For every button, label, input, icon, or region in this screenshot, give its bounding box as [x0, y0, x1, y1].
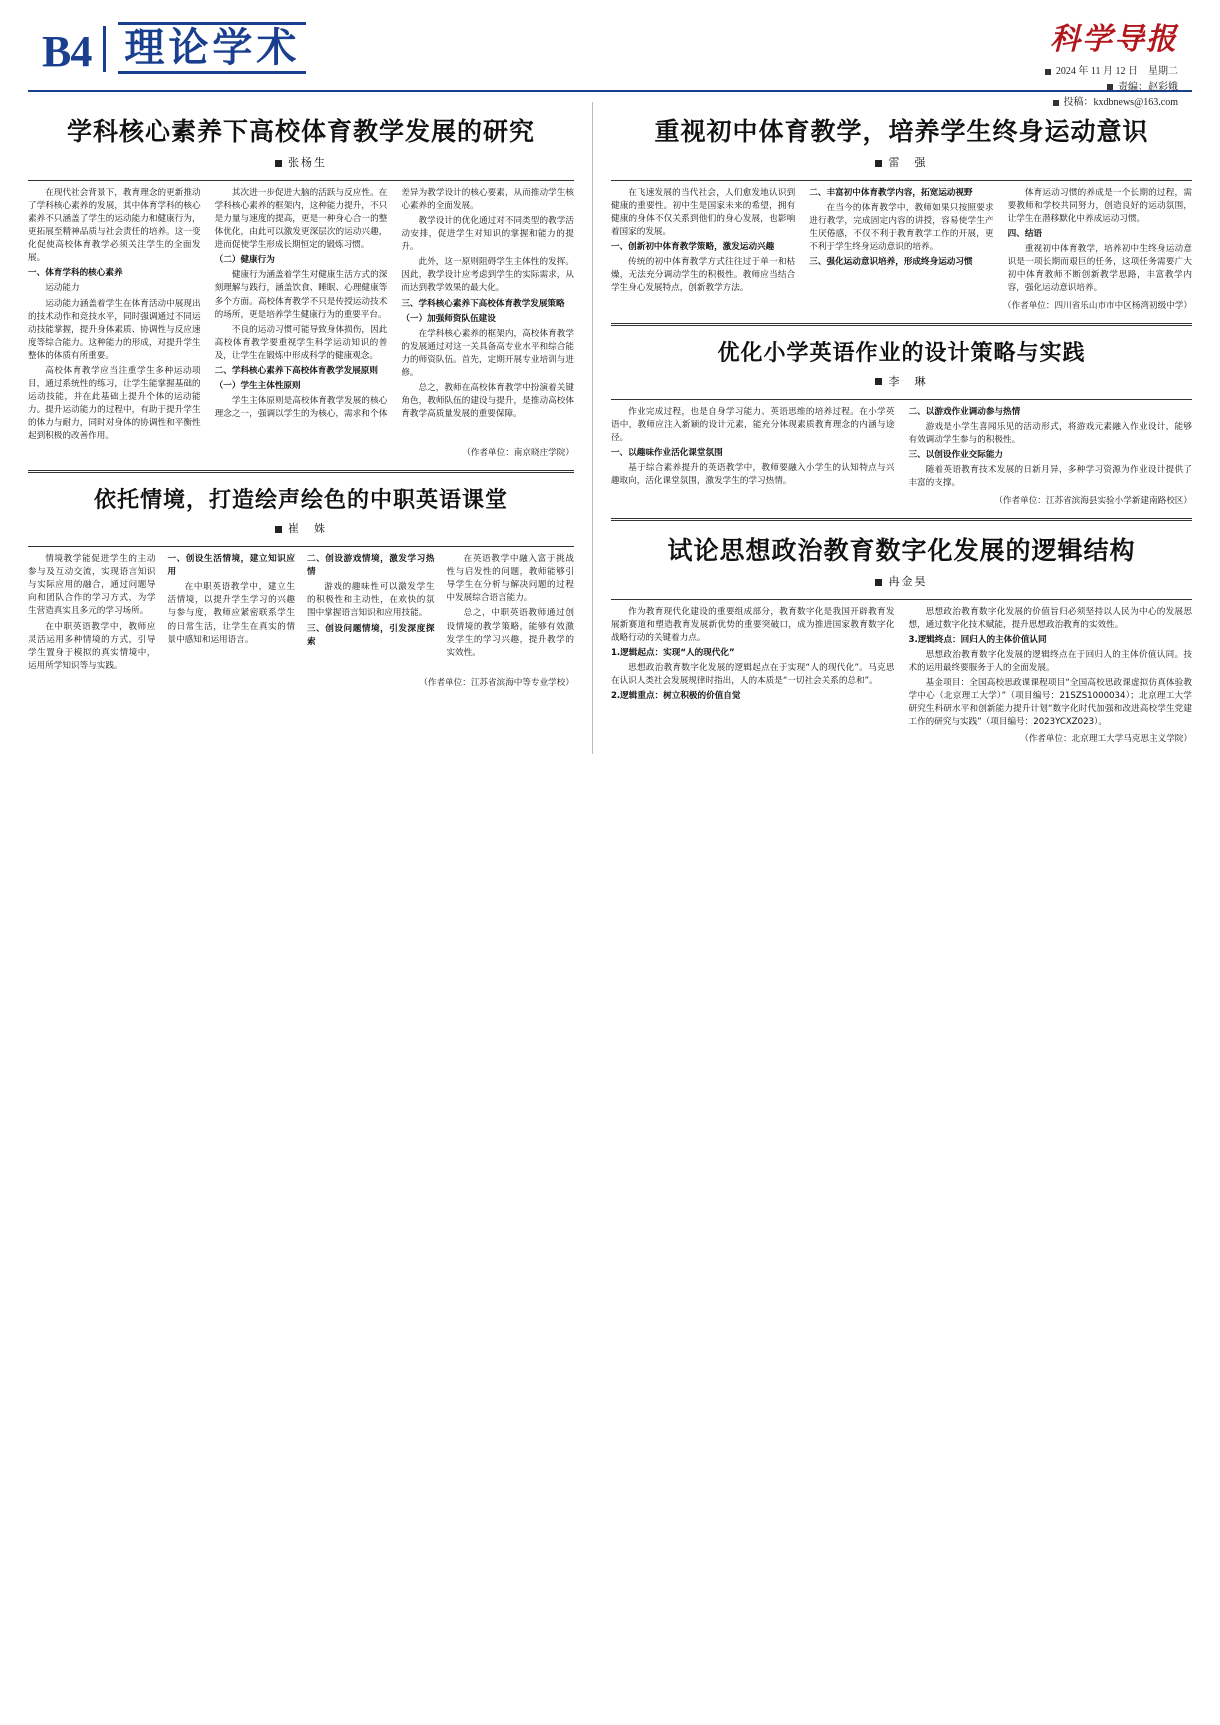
- subheading: （一）学生主体性原则: [214, 380, 301, 391]
- subheading: （一）加强师资队伍建设: [401, 313, 496, 324]
- masthead: [28, 0, 1192, 108]
- paragraph: 在现代社会背景下，教育理念的更新推动了学科核心素养的发展，其中体育学科的核心素养不只涵盖了学生的运动能力和健康行为，更拓展至精神品质与社会责任的培养。这一变化促使高校体育教学必须关注学生的全面发展。: [28, 188, 201, 264]
- article-4-byline: [611, 373, 1192, 389]
- paragraph: 重视初中体育教学，培养初中生终身运动意识是一项长期而艰巨的任务，这项任务需要广大初中体育教师不断创新教学思路，丰富教学内容，强化运动意识培养。: [1007, 244, 1192, 294]
- right-column: [611, 102, 1192, 754]
- subheading: 3.逻辑终点：回归人的主体价值认同: [908, 635, 1047, 645]
- paragraph: 作业完成过程，也是自身学习能力、英语思维的培养过程。在小学英语中，教师应注入新颖的设计元素，能充分体现素质教育理念的内涵与途径。: [610, 406, 895, 443]
- article-divider: [611, 518, 1192, 521]
- article-4-title: 优化小学英语作业的设计策略与实践: [717, 339, 1086, 366]
- issue-date: 2024 年 11 月 12 日 星期二: [1055, 66, 1178, 77]
- byline-mark-icon: [275, 526, 282, 533]
- article-2-byline: [28, 520, 574, 536]
- article-2-author: 崔 姝: [287, 523, 327, 536]
- paragraph: 传统的初中体育教学方式往往过于单一和枯燥，无法充分调动学生的积极性。教师应当结合学生身心发展特点，创新教学方法。: [610, 257, 796, 294]
- article-3-body: [611, 187, 1192, 296]
- article-5-body: [611, 606, 1192, 730]
- paragraph: 思想政治教育数字化发展的逻辑终点在于回归人的主体价值认同。技术的运用最终要服务于人的全面发展。: [908, 650, 1192, 674]
- paragraph: 在当今的体育教学中，教师如果只按照要求进行教学，完成固定内容的讲授，容易使学生产生厌倦感，不仅不利于教育教学工作的开展，更不利于学生终身运动意识的培养。: [809, 203, 994, 253]
- column-divider: [592, 102, 593, 754]
- article-3-author: 雷 强: [888, 157, 928, 169]
- paragraph: 在中职英语教学中，教师应灵活运用多种情境的方式，引导学生置身于模拟的真实情境中，运用所学知识等与实践。: [28, 621, 156, 671]
- article-3-rule: [611, 180, 1192, 181]
- subheading: 一、创设生活情境，建立知识应用: [167, 554, 295, 578]
- page-body: [28, 102, 1192, 754]
- article-divider: [28, 470, 574, 473]
- subheading: 一、体育学科的核心素养: [28, 268, 123, 279]
- paragraph: 高校体育教学应当注重学生多种运动项目，通过系统性的练习，让学生能掌握基础的运动技能，并在此基础上提升个体的运动能力。提升运动能力的过程中，有助于提升学生的体力与耐力，同时对身体的协调性和平衡性起到积极的改善作用。: [28, 365, 201, 442]
- paragraph: 作为教育现代化建设的重要组成部分，教育数字化是我国开辟教育发展新赛道和塑造教育发展新优势的重要突破口，成为推进国家教育数字化战略行动的关键着力点。: [610, 606, 895, 643]
- article-1-author: 张杨生: [287, 157, 327, 169]
- article-5: [611, 531, 1192, 745]
- paragraph: 游戏的趣味性可以激发学生的积极性和主动性，在欢快的氛围中掌握语言知识和应用技能。: [306, 582, 435, 619]
- article-2-sign: （作者单位：江苏省滨海中等专业学校）: [419, 677, 574, 688]
- article-4-rule: [611, 399, 1192, 400]
- article-2-body: [28, 553, 574, 673]
- subheading: 三、强化运动意识培养，形成终身运动习惯: [809, 257, 973, 268]
- paragraph: 总之，中职英语教师通过创设情境的教学策略，能够有效激发学生的学习兴趣，提升教学的实效性。: [446, 608, 574, 658]
- subheading: 三、创设问题情境，引发深度探索: [306, 623, 435, 647]
- byline-mark-icon: [875, 579, 882, 586]
- left-column: [28, 102, 574, 754]
- byline-mark-icon: [275, 160, 282, 167]
- subheading: 三、以创设作业交际能力: [908, 449, 1004, 460]
- article-5-sign: （作者单位：北京理工大学马克思主义学院）: [1020, 734, 1192, 745]
- paragraph: 学生主体原则是高校体育教学发展的核心理念之一，强调以学生的为核心，需求和个体差异为教学设计的核心要素，从而推动学生核心素养的全面发展。: [214, 188, 574, 419]
- subheading: 二、以游戏作业调动参与热情: [908, 406, 1021, 417]
- paragraph: 游戏是小学生喜闻乐见的活动形式，将游戏元素融入作业设计，能够有效调动学生参与的积极性。: [908, 421, 1192, 445]
- subheading: 二、创设游戏情境，激发学习热情: [306, 554, 435, 578]
- article-1: [28, 112, 574, 458]
- folio-divider: [103, 26, 106, 72]
- paragraph: 思想政治教育数字化发展的逻辑起点在于实现“人的现代化”。马克思在认识人类社会发展规律时指出，人的本质是“一切社会关系的总和”。: [610, 663, 895, 687]
- article-1-title: 学科核心素养下高校体育教学发展的研究: [66, 117, 535, 146]
- bullet-icon: [1053, 100, 1059, 106]
- article-3-sign: （作者单位：四川省乐山市市中区杨湾初级中学）: [1002, 300, 1192, 311]
- paragraph: 运动能力: [45, 283, 80, 294]
- subheading: 四、结语: [1007, 229, 1043, 240]
- paragraph: 健康行为涵盖着学生对健康生活方式的深刻理解与践行，涵盖饮食、睡眠、心理健康等多个方面。高校体育教学不只是传授运动技术的场所，更是培养学生健康行为的重要平台。: [214, 270, 388, 320]
- article-1-byline: [28, 154, 574, 170]
- paragraph: 随着英语教育技术发展的日新月异，多种学习资源为作业设计提供了丰富的支撑。: [908, 464, 1192, 488]
- byline-mark-icon: [875, 378, 882, 385]
- article-3-byline: [611, 154, 1192, 170]
- article-5-rule: [611, 599, 1192, 600]
- paragraph: 教学设计的优化通过对不同类型的教学活动安排，促进学生对知识的掌握和能力的提升。: [401, 216, 574, 253]
- article-4-body: [611, 406, 1192, 491]
- subheading: 三、学科核心素养下高校体育教学发展策略: [401, 298, 565, 309]
- article-2-title: 依托情境，打造绘声绘色的中职英语课堂: [93, 487, 508, 514]
- fund-note: 基金项目：全国高校思政课课程项目“全国高校思政课虚拟仿真体验教学中心（北京理工大学）”（项目编号：21SZS1000034）；北京理工大学研究生科研水平和创新能力提升计划“数字化时代加强和改进高校学生党建工作的研究与实践”（项目编号：2023YCXZ023）。: [908, 678, 1192, 728]
- article-3-title: 重视初中体育教学，培养学生终身运动意识: [654, 117, 1149, 146]
- article-5-byline: [611, 573, 1192, 589]
- masthead-meta: [1045, 64, 1178, 111]
- subheading: 2.逻辑重点：树立积极的价值自觉: [610, 691, 741, 702]
- paragraph: 情境教学能促进学生的主动参与及互动交流，实现语言知识与实际应用的融合，通过问题导向和团队合作的学习方式，为学生营造真实且多元的学习场所。: [28, 554, 156, 617]
- masthead-left: [42, 22, 306, 74]
- paragraph: 运动能力涵盖着学生在体育活动中展现出的技术动作和竞技水平，同时强调通过不同运动技能掌握，提升身体素质、协调性与反应速度等综合能力。这种能力的形成，对提升学生整体的体质有所重要。: [28, 298, 201, 361]
- article-2: [28, 483, 574, 688]
- paragraph: 在中职英语教学中，建立生活情境，以提升学生学习的兴趣与参与度，教师应紧密联系学生的日常生活，让学生在真实的情景中感知和运用语言。: [167, 582, 295, 645]
- paragraph: 其次进一步促进大脑的活跃与反应性。在学科核心素养的框架内，这种能力提升，不只是力量与速度的提高，更是一种身心合一的整体优化，由此可以激发更深层次的运动兴趣，进而促使学生形成长期恒定的锻炼习惯。: [214, 188, 388, 251]
- article-4-sign: （作者单位：江苏省滨海县实验小学新建南路校区）: [994, 495, 1192, 506]
- subheading: 一、以趣味作业活化课堂氛围: [610, 447, 723, 458]
- section-title: 理论学术: [118, 22, 306, 74]
- article-2-rule: [28, 546, 574, 547]
- paragraph: 不良的运动习惯可能导致身体损伤，因此高校体育教学要重视学生科学运动知识的普及，让学生在锻炼中形成科学的健康观念。: [214, 324, 388, 361]
- byline-mark-icon: [875, 160, 882, 167]
- paragraph: 体育运动习惯的养成是一个长期的过程，需要教师和学校共同努力，创造良好的运动氛围，让学生在潜移默化中养成运动习惯。: [1007, 188, 1192, 225]
- article-4: [611, 336, 1192, 506]
- article-1-rule: [28, 180, 574, 181]
- article-1-sign: （作者单位：南京晓庄学院）: [462, 448, 574, 459]
- subheading: 二、丰富初中体育教学内容，拓宽运动视野: [809, 188, 973, 198]
- subheading: 1.逻辑起点：实现“人的现代化”: [610, 648, 735, 659]
- bullet-icon: [1107, 84, 1113, 90]
- paragraph: 总之，教师在高校体育教学中扮演着关键角色，教师队伍的建设与提升，是推动高校体育教学高质量发展的重要保障。: [401, 382, 574, 419]
- paragraph: 思想政治教育数字化发展的价值旨归必须坚持以人民为中心的发展思想，通过数字化技术赋能，提升思想政治教育的实效性。: [908, 606, 1192, 630]
- masthead-right: [1045, 14, 1178, 111]
- article-divider: [611, 323, 1192, 326]
- paragraph: 此外，这一原则阻碍学生主体性的发挥。因此，教学设计应考虑到学生的实际需求，从而达到教学效果的最大化。: [401, 257, 574, 294]
- paragraph: 在英语教学中融入富于挑战性与启发性的问题，教师能够引导学生在分析与解决问题的过程中发展综合语言能力。: [446, 554, 574, 604]
- paper-logo: 科学导报: [1050, 22, 1178, 57]
- article-1-body: [28, 187, 574, 443]
- page-folio: B4: [42, 27, 92, 76]
- paragraph: 在飞速发展的当代社会，人们愈发地认识到健康的重要性。初中生是国家未来的希望，拥有健康的身体不仅关系到他们的身心发展，也影响着国家的发展。: [610, 188, 796, 238]
- article-5-author: 冉金昊: [888, 575, 928, 588]
- subheading: （二）健康行为: [214, 255, 275, 266]
- article-4-author: 李 琳: [888, 375, 928, 388]
- bullet-icon: [1045, 69, 1051, 75]
- subheading: 二、学科核心素养下高校体育教学发展原则: [214, 365, 378, 376]
- article-3: [611, 112, 1192, 311]
- paragraph: 基于综合素养提升的英语教学中，教师要融入小学生的认知特点与兴趣取向，活化课堂氛围，激发学生的学习热情。: [610, 462, 895, 486]
- subheading: 一、创新初中体育教学策略，激发运动兴趣: [610, 242, 775, 253]
- paragraph: 在学科核心素养的框架内，高校体育教学的发展通过对这一关具备高专业水平和综合能力的师资队伍。首先，定期开展专业培训与进修。: [401, 328, 574, 378]
- editor-credit: 责编：赵彩娥: [1118, 81, 1178, 93]
- article-5-title: 试论思想政治教育数字化发展的逻辑结构: [667, 535, 1136, 565]
- submission-email: 投稿：kxdbnews@163.com: [1063, 97, 1178, 108]
